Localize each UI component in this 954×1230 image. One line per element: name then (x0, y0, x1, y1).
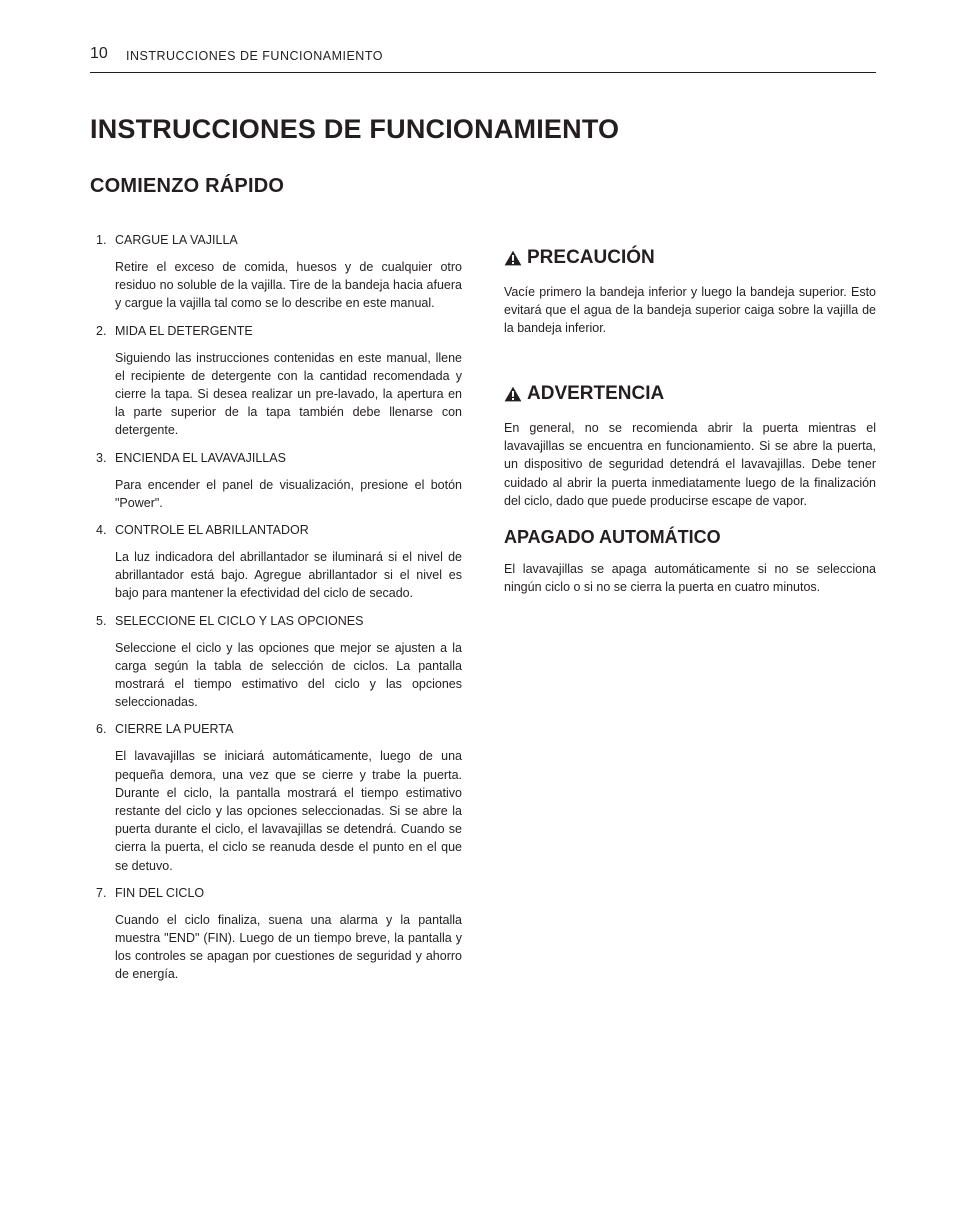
step-body: El lavavajillas se iniciará automáticamente, luego de una pequeña demora, una vez que se cierre y trabe la puerta. Durante el ciclo, la pantalla mostrará el tiempo estimativo restante del ciclo y las opciones seleccionadas. Si se abre la puerta durante el ciclo, el lavavajillas se detendrá. Cuando se cierra la puerta, el ciclo se reanuda desde el punto en el que se detuvo. (115, 749, 462, 873)
step-title: CARGUE LA VAJILLA (115, 233, 238, 247)
warning-title: ADVERTENCIA (527, 383, 665, 404)
running-title: INSTRUCCIONES DE FUNCIONAMIENTO (126, 49, 383, 63)
steps-list (96, 231, 462, 993)
step-item (96, 449, 462, 512)
step-number: 3. (96, 450, 107, 465)
step-item (96, 720, 462, 874)
step-title: CIERRE LA PUERTA (115, 722, 234, 737)
step-item (96, 884, 462, 984)
step-item (96, 322, 462, 440)
step-title: CONTROLE EL ABRILLANTADOR (115, 523, 309, 538)
step-body: Para encender el panel de visualización, presione el botón "Power". (115, 477, 462, 510)
section-title-quick-start: COMIENZO RÁPIDO (90, 175, 285, 197)
step-number: 6. (96, 722, 107, 737)
step-body: Retire el exceso de comida, huesos y de cualquier otro residuo no soluble de la vajilla. Tire de la bandeja hacia afuera y cargue la vajilla tal como se lo describe en este manual. (115, 260, 462, 311)
auto-off-body: El lavavajillas se apaga automáticamente si no se selecciona ningún ciclo o si no se cierra la puerta en cuatro minutos. (504, 562, 876, 595)
step-title: ENCIENDA EL LAVAVAJILLAS (115, 450, 286, 465)
step-body: Seleccione el ciclo y las opciones que mejor se ajusten a la carga según la tabla de selección de ciclos. La pantalla mostrará el tiempo estimativo del ciclo y las opciones seleccionadas. (115, 640, 462, 710)
page-title: INSTRUCCIONES DE FUNCIONAMIENTO (90, 114, 620, 144)
warning-triangle-icon (504, 250, 522, 266)
warning-box (504, 383, 876, 510)
step-number: 5. (96, 613, 107, 628)
warning-body: En general, no se recomienda abrir la puerta mientras el lavavajillas se encuentra en funcionamiento. Si se abre la puerta, un dispositivo de seguridad detendrá el lavavajillas. Debe tener cuidado al abrir la puerta inmediatamente luego de la finalización del ciclo, dado que puede producirse escape de vapor. (504, 421, 876, 508)
auto-off-title: APAGADO AUTOMÁTICO (504, 527, 721, 547)
step-title: MIDA EL DETERGENTE (115, 323, 253, 338)
auto-off-section (504, 527, 876, 596)
step-title: FIN DEL CICLO (115, 885, 205, 900)
step-item (96, 612, 462, 712)
step-number: 2. (96, 323, 107, 338)
caution-box (504, 247, 876, 338)
page-number: 10 (90, 45, 108, 62)
step-body: La luz indicadora del abrillantador se iluminará si el nivel de abrillantador está bajo. Agregue abrillantador si el nivel es bajo para mantener la efectividad del ciclo de secado. (115, 550, 462, 601)
step-item (96, 231, 462, 313)
step-number: 7. (96, 885, 107, 900)
warning-triangle-icon (504, 386, 522, 402)
page-header (90, 44, 876, 73)
caution-title: PRECAUCIÓN (527, 247, 655, 268)
step-title: SELECCIONE EL CICLO Y LAS OPCIONES (115, 613, 364, 628)
step-item (96, 521, 462, 603)
step-body: Cuando el ciclo finaliza, suena una alarma y la pantalla muestra "END" (FIN). Luego de un tiempo breve, la pantalla y los controles se apagan por cuestiones de seguridad y ahorro de energía. (115, 912, 462, 982)
step-number: 4. (96, 523, 107, 538)
step-body: Siguiendo las instrucciones contenidas en este manual, llene el recipiente de detergente con la cantidad recomendada y cierre la tapa. Si desea realizar un pre-lavado, la apertura en la parte superior de la tapa también debe llenarse con detergente. (115, 350, 462, 438)
step-number: 1. (96, 233, 107, 247)
caution-body: Vacíe primero la bandeja inferior y luego la bandeja superior. Esto evitará que el agua de la bandeja superior caiga sobre la vajilla de la bandeja inferior. (504, 285, 876, 336)
